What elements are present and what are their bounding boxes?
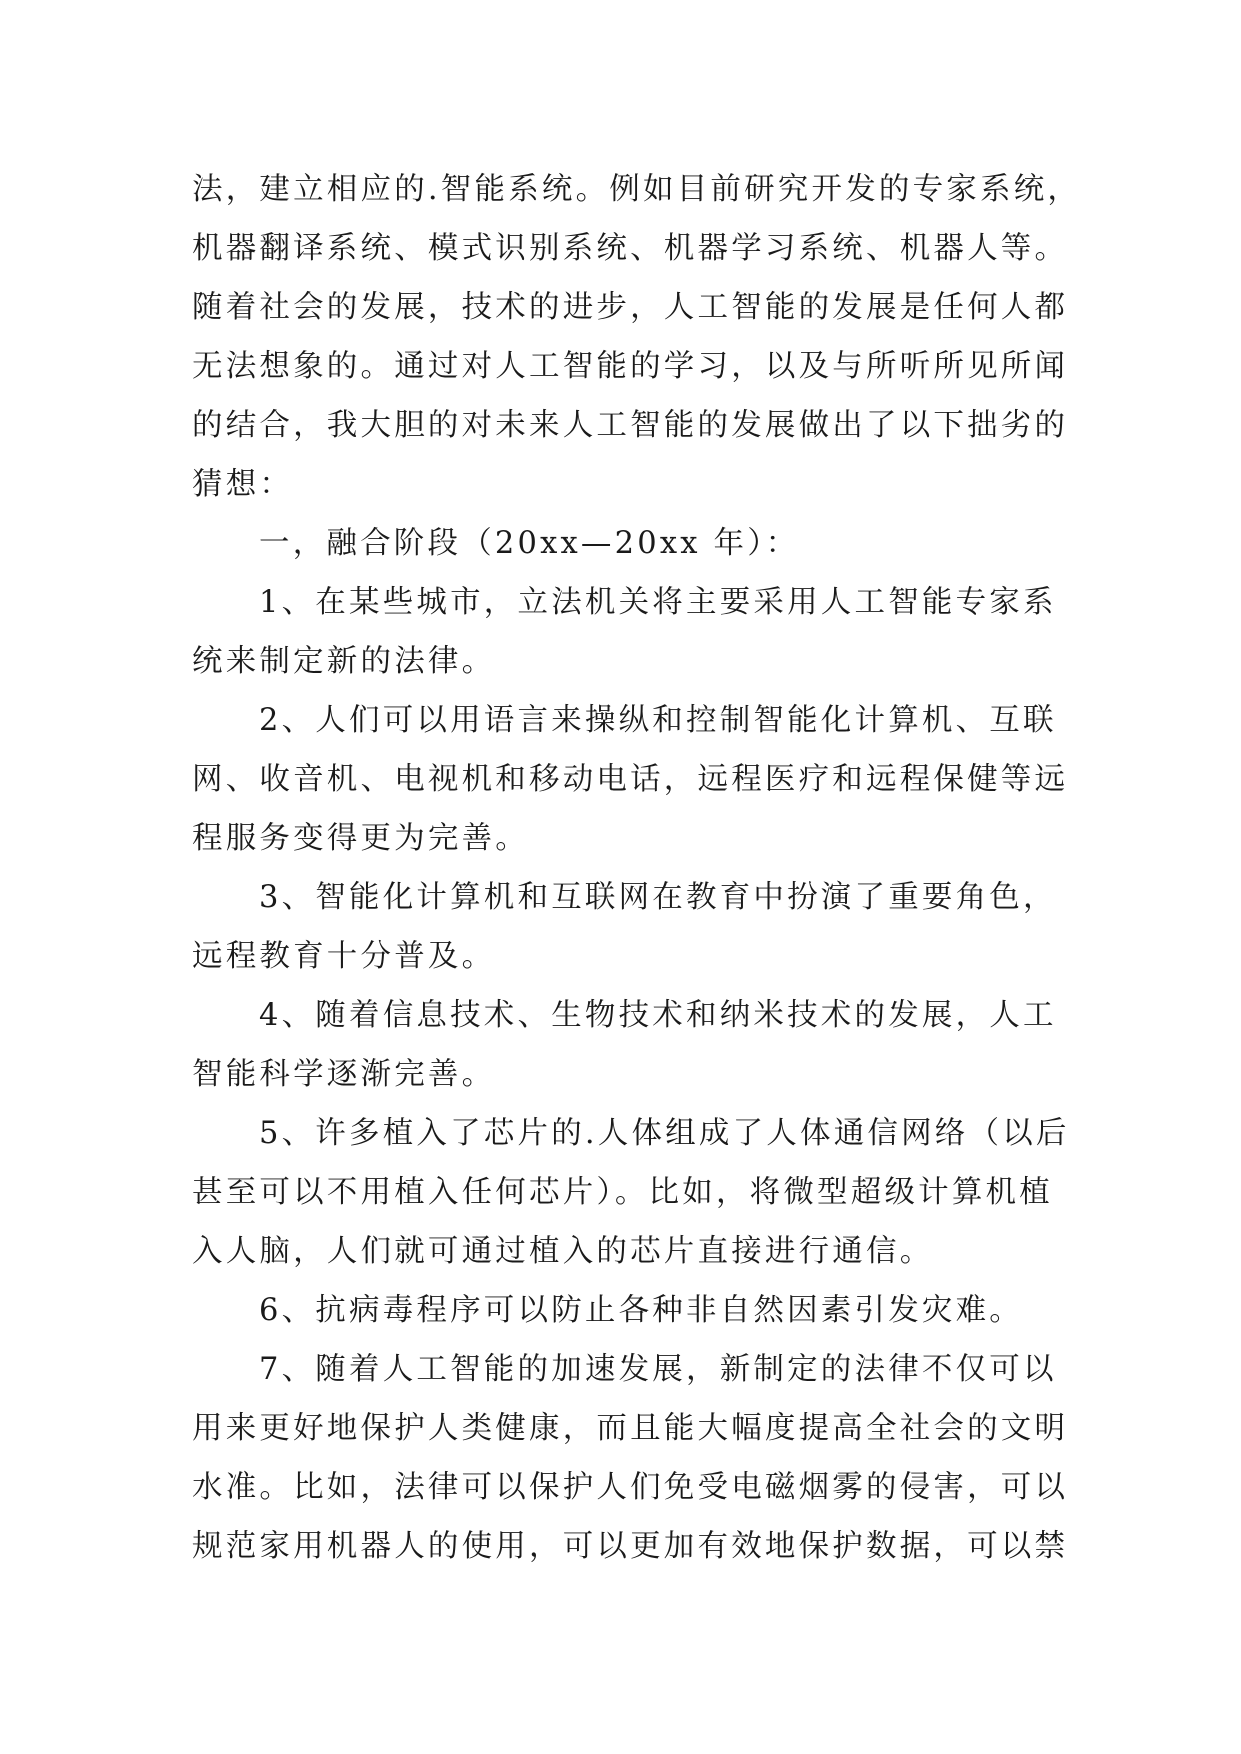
text-line: 2、人们可以用语言来操纵和控制智能化计算机、互联 <box>259 703 1057 738</box>
list-item-4 <box>192 986 1060 1104</box>
text-line: 的结合，我大胆的对未来人工智能的发展做出了以下拙劣的 <box>192 408 1069 443</box>
text-line: 甚至可以不用植入任何芯片）。比如，将微型超级计算机植 <box>192 1175 1053 1210</box>
text-line: 用来更好地保护人类健康，而且能大幅度提高全社会的文明 <box>192 1411 1069 1446</box>
list-item-2 <box>192 691 1069 868</box>
text-line: 规范家用机器人的使用，可以更加有效地保护数据，可以禁 <box>192 1529 1069 1564</box>
text-line: 网、收音机、电视机和移动电话，远程医疗和远程保健等远 <box>192 762 1069 797</box>
text-line: 机器翻译系统、模式识别系统、机器学习系统、机器人等。 <box>192 231 1069 266</box>
text-line: 7、随着人工智能的加速发展，新制定的法律不仅可以 <box>259 1352 1057 1387</box>
text-line: 猜想： <box>192 467 294 502</box>
text-line: 法，建立相应的.智能系统。例如目前研究开发的专家系统， <box>192 172 1082 207</box>
text-line: 4、随着信息技术、生物技术和纳米技术的发展，人工 <box>259 998 1057 1033</box>
document-body <box>192 160 1082 1576</box>
text-line: 统来制定新的法律。 <box>192 644 496 679</box>
list-item-6 <box>192 1281 1060 1340</box>
text-line: 智能科学逐渐完善。 <box>192 1057 496 1092</box>
text-line: 随着社会的发展，技术的进步，人工智能的发展是任何人都 <box>192 290 1069 325</box>
text-line: 5、许多植入了芯片的.人体组成了人体通信网络（以后 <box>259 1116 1070 1151</box>
text-line: 1、在某些城市，立法机关将主要采用人工智能专家系 <box>259 585 1057 620</box>
list-item-3 <box>192 868 1060 986</box>
list-item-5 <box>192 1104 1070 1281</box>
text-line: 3、智能化计算机和互联网在教育中扮演了重要角色， <box>259 880 1057 915</box>
text-line: 无法想象的。通过对人工智能的学习，以及与所听所见所闻 <box>192 349 1069 384</box>
paragraph-intro <box>192 160 1082 514</box>
section-heading: 一，融合阶段（20xx—20xx 年）： <box>259 526 800 561</box>
text-line: 程服务变得更为完善。 <box>192 821 529 856</box>
list-item-1 <box>192 573 1060 691</box>
list-item-7 <box>192 1340 1069 1576</box>
text-line: 水准。比如，法律可以保护人们免受电磁烟雾的侵害，可以 <box>192 1470 1069 1505</box>
text-line: 远程教育十分普及。 <box>192 939 496 974</box>
text-line: 6、抗病毒程序可以防止各种非自然因素引发灾难。 <box>259 1293 1024 1328</box>
text-line: 入人脑，人们就可通过植入的芯片直接进行通信。 <box>192 1234 934 1269</box>
